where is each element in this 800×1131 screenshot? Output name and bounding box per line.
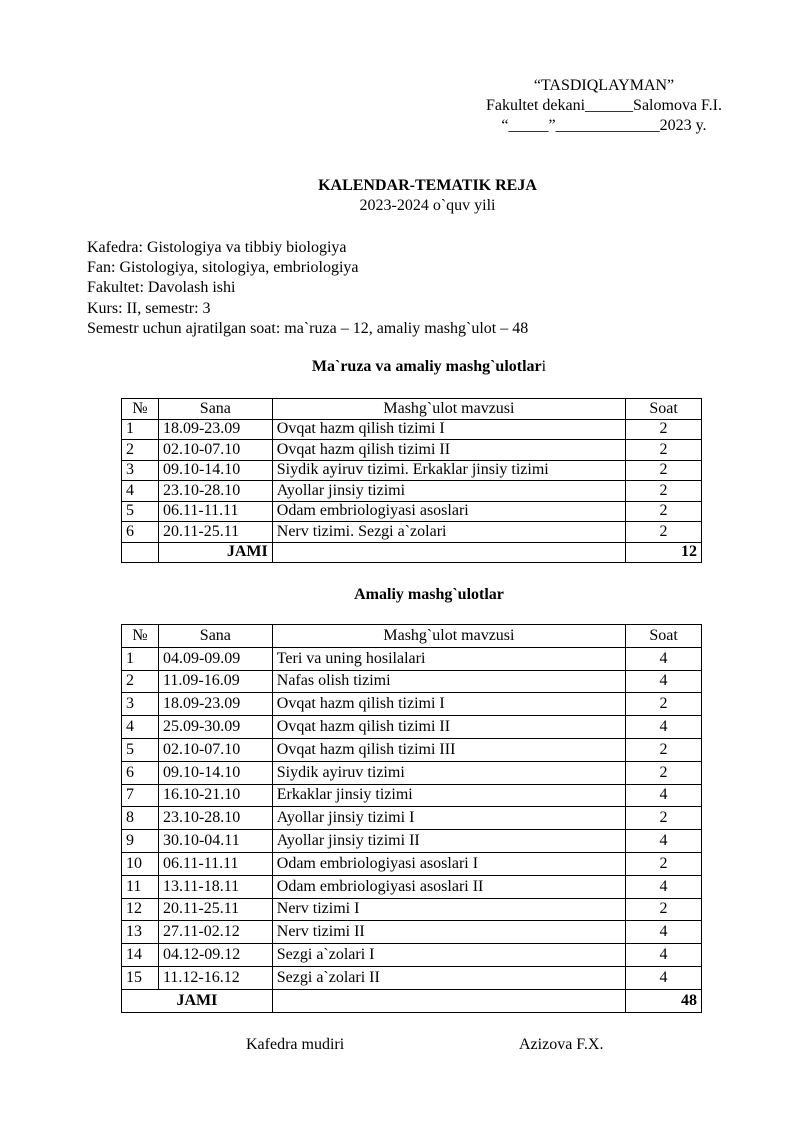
row-date: 18.09-23.09 [158, 693, 272, 716]
row-hours: 4 [626, 830, 702, 853]
lecture-heading-bold: Ma`ruza va amaliy mashg`ulotlar [311, 358, 542, 375]
row-date: 11.09-16.09 [158, 670, 272, 693]
table-row [122, 460, 702, 481]
row-hours: 2 [626, 738, 702, 761]
row-date: 18.09-23.09 [158, 419, 272, 440]
row-hours: 4 [626, 647, 702, 670]
row-hours: 4 [626, 875, 702, 898]
head-of-department-label: Kafedra mudiri [246, 1036, 345, 1053]
row-date: 06.11-11.11 [158, 852, 272, 875]
row-date: 02.10-07.10 [158, 738, 272, 761]
row-date: 09.10-14.10 [158, 460, 272, 481]
row-topic: Odam embriologiyasi asoslari I [272, 852, 625, 875]
row-topic: Erkaklar jinsiy tizimi [272, 784, 625, 807]
head-of-department-name: Azizova F.X. [519, 1036, 604, 1053]
row-topic: Sezgi a`zolari I [272, 944, 625, 967]
row-date: 16.10-21.10 [158, 784, 272, 807]
header-date: Sana [158, 625, 272, 648]
course-info [87, 238, 528, 339]
row-topic: Nerv tizimi. Sezgi a`zolari [272, 522, 625, 543]
info-faculty: Fakultet: Davolash ishi [87, 279, 236, 297]
table-row [122, 501, 702, 522]
row-date: 23.10-28.10 [158, 481, 272, 502]
header-number: № [122, 625, 159, 648]
header-date: Sana [158, 399, 272, 420]
row-date: 23.10-28.10 [158, 807, 272, 830]
info-department: Kafedra: Gistologiya va tibbiy biologiya [87, 239, 347, 256]
row-hours: 2 [626, 522, 702, 543]
row-topic: Siydik ayiruv tizimi [272, 761, 625, 784]
row-number: 1 [122, 419, 159, 440]
table-row [122, 898, 702, 921]
row-topic: Ayollar jinsiy tizimi I [272, 807, 625, 830]
table-row [122, 966, 702, 989]
row-hours: 2 [626, 761, 702, 784]
row-topic: Nafas olish tizimi [272, 670, 625, 693]
row-date: 11.12-16.12 [158, 966, 272, 989]
header-topic: Mashg`ulot mavzusi [272, 399, 625, 420]
total-row [122, 542, 702, 563]
info-course-semester: Kurs: II, semestr: 3 [87, 299, 211, 317]
table-row [122, 944, 702, 967]
table-row [122, 647, 702, 670]
total-empty-cell [122, 542, 159, 563]
table-row [122, 784, 702, 807]
approval-block [486, 76, 722, 136]
row-date: 09.10-14.10 [158, 761, 272, 784]
row-topic: Odam embriologiyasi asoslari [272, 501, 625, 522]
row-date: 04.09-09.09 [158, 647, 272, 670]
row-number: 7 [122, 784, 159, 807]
total-label: JAMI [122, 989, 273, 1012]
table-header-row [122, 399, 702, 420]
row-number: 6 [122, 522, 159, 543]
row-date: 04.12-09.12 [158, 944, 272, 967]
row-number: 11 [122, 875, 159, 898]
row-hours: 4 [626, 921, 702, 944]
row-number: 13 [122, 921, 159, 944]
header-hours: Soat [626, 399, 702, 420]
header-hours: Soat [626, 625, 702, 648]
row-topic: Ovqat hazm qilish tizimi III [272, 738, 625, 761]
table-row [122, 716, 702, 739]
table-row [122, 875, 702, 898]
row-topic: Ovqat hazm qilish tizimi II [272, 440, 625, 461]
row-hours: 2 [626, 440, 702, 461]
row-topic: Sezgi a`zolari II [272, 966, 625, 989]
lecture-table [121, 398, 702, 563]
row-date: 20.11-25.11 [158, 898, 272, 921]
info-hours: Semestr uchun ajratilgan soat: ma`ruza – 12, amaliy mashg`ulot – 48 [87, 319, 529, 337]
row-number: 3 [122, 693, 159, 716]
row-hours: 4 [626, 966, 702, 989]
lecture-section-heading [0, 358, 800, 376]
row-number: 8 [122, 807, 159, 830]
row-number: 14 [122, 944, 159, 967]
row-date: 20.11-25.11 [158, 522, 272, 543]
lecture-heading-tail: i [541, 358, 547, 375]
row-topic: Ayollar jinsiy tizimi [272, 481, 625, 502]
row-hours: 4 [626, 716, 702, 739]
row-hours: 4 [626, 670, 702, 693]
row-hours: 2 [626, 460, 702, 481]
row-number: 1 [122, 647, 159, 670]
table-row [122, 921, 702, 944]
row-topic: Nerv tizimi II [272, 921, 625, 944]
table-row [122, 807, 702, 830]
row-hours: 2 [626, 898, 702, 921]
row-hours: 2 [626, 419, 702, 440]
row-number: 5 [122, 501, 159, 522]
row-hours: 2 [626, 852, 702, 875]
row-topic: Odam embriologiyasi asoslari II [272, 875, 625, 898]
table-row [122, 419, 702, 440]
header-topic: Mashg`ulot mavzusi [272, 625, 625, 648]
table-header-row [122, 625, 702, 648]
practical-section-heading: Amaliy mashg`ulotlar [354, 586, 504, 603]
row-topic: Ovqat hazm qilish tizimi I [272, 693, 625, 716]
document-title: KALENDAR-TEMATIK REJA [318, 177, 537, 194]
row-number: 5 [122, 738, 159, 761]
header-number: № [122, 399, 159, 420]
row-number: 2 [122, 440, 159, 461]
table-row [122, 852, 702, 875]
row-hours: 2 [626, 481, 702, 502]
total-empty-cell [272, 989, 625, 1012]
table-row [122, 670, 702, 693]
row-topic: Siydik ayiruv tizimi. Erkaklar jinsiy tizimi [272, 460, 625, 481]
total-value: 48 [626, 989, 702, 1012]
practical-table [121, 624, 702, 1013]
approval-title: “TASDIQLAYMAN” [533, 77, 675, 94]
row-date: 25.09-30.09 [158, 716, 272, 739]
academic-year: 2023-2024 o`quv yili [359, 197, 496, 214]
table-row [122, 738, 702, 761]
row-number: 15 [122, 966, 159, 989]
row-date: 06.11-11.11 [158, 501, 272, 522]
table-row [122, 693, 702, 716]
table-row [122, 522, 702, 543]
row-number: 2 [122, 670, 159, 693]
row-number: 10 [122, 852, 159, 875]
row-date: 13.11-18.11 [158, 875, 272, 898]
document-title-block [0, 176, 800, 216]
row-topic: Ovqat hazm qilish tizimi II [272, 716, 625, 739]
table-row [122, 481, 702, 502]
row-date: 02.10-07.10 [158, 440, 272, 461]
row-hours: 2 [626, 693, 702, 716]
row-number: 12 [122, 898, 159, 921]
table-row [122, 440, 702, 461]
total-empty-cell [272, 542, 625, 563]
row-date: 30.10-04.11 [158, 830, 272, 853]
row-number: 4 [122, 716, 159, 739]
row-number: 3 [122, 460, 159, 481]
total-value: 12 [626, 542, 702, 563]
row-number: 9 [122, 830, 159, 853]
row-topic: Ovqat hazm qilish tizimi I [272, 419, 625, 440]
table-row [122, 830, 702, 853]
row-topic: Nerv tizimi I [272, 898, 625, 921]
approval-date-line: “_____”_____________2023 y. [501, 117, 707, 134]
row-hours: 2 [626, 807, 702, 830]
total-label: JAMI [158, 542, 272, 563]
info-subject: Fan: Gistologiya, sitologiya, embriologiya [87, 259, 359, 277]
table-row [122, 761, 702, 784]
row-topic: Teri va uning hosilalari [272, 647, 625, 670]
row-date: 27.11-02.12 [158, 921, 272, 944]
approval-dean-line: Fakultet dekani______Salomova F.I. [485, 97, 722, 114]
row-number: 4 [122, 481, 159, 502]
row-hours: 4 [626, 944, 702, 967]
row-hours: 4 [626, 784, 702, 807]
row-topic: Ayollar jinsiy tizimi II [272, 830, 625, 853]
row-hours: 2 [626, 501, 702, 522]
row-number: 6 [122, 761, 159, 784]
total-row [122, 989, 702, 1012]
